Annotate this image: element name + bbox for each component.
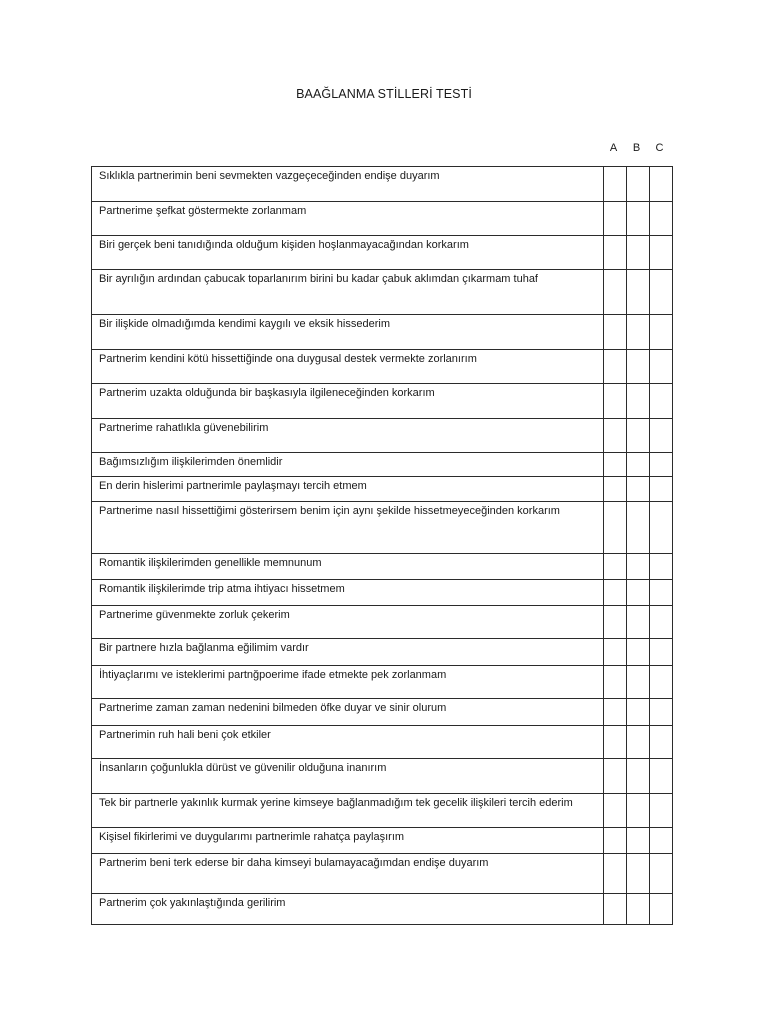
answer-box-b[interactable] (626, 854, 649, 894)
question-text: Sıklıkla partnerimin beni sevmekten vazgeçeceğinden endişe duyarım (92, 167, 604, 202)
question-text: Romantik ilişkilerimden genellikle memnunum (92, 554, 604, 580)
answer-box-c[interactable] (649, 894, 672, 925)
question-text: Tek bir partnerle yakınlık kurmak yerine kimseye bağlanmadığım tek gecelik ilişkileri tercih ederim (92, 794, 604, 828)
question-text: Partnerime rahatlıkla güvenebilirim (92, 419, 604, 453)
answer-box-c[interactable] (649, 726, 672, 759)
question-text: Bir partnere hızla bağlanma eğilimim vardır (92, 639, 604, 666)
question-text: Partnerim kendini kötü hissettiğinde ona duygusal destek vermekte zorlanırım (92, 350, 604, 384)
answer-box-b[interactable] (626, 639, 649, 666)
answer-box-b[interactable] (626, 580, 649, 606)
question-text: Partnerime zaman zaman nedenini bilmeden öfke duyar ve sinir olurum (92, 699, 604, 726)
question-text: Partnerime şefkat göstermekte zorlanmam (92, 202, 604, 236)
question-row (92, 666, 673, 699)
answer-box-b[interactable] (626, 350, 649, 384)
question-row (92, 419, 673, 453)
answer-box-c[interactable] (649, 477, 672, 502)
answer-box-c[interactable] (649, 639, 672, 666)
answer-box-a[interactable] (603, 315, 626, 350)
answer-box-a[interactable] (603, 639, 626, 666)
answer-box-a[interactable] (603, 167, 626, 202)
question-text: İnsanların çoğunlukla dürüst ve güvenilir olduğuna inanırım (92, 759, 604, 794)
question-text: Bağımsızlığım ilişkilerimden önemlidir (92, 453, 604, 477)
question-text: Partnerim beni terk ederse bir daha kimseyi bulamayacağımdan endişe duyarım (92, 854, 604, 894)
answer-box-c[interactable] (649, 236, 672, 270)
column-header-a: A (609, 142, 618, 154)
answer-box-a[interactable] (603, 419, 626, 453)
question-row (92, 236, 673, 270)
question-row (92, 759, 673, 794)
question-row (92, 606, 673, 639)
question-text: Partnerim uzakta olduğunda bir başkasıyla ilgileneceğinden korkarım (92, 384, 604, 419)
answer-box-b[interactable] (626, 384, 649, 419)
answer-box-a[interactable] (603, 726, 626, 759)
answer-box-a[interactable] (603, 554, 626, 580)
question-text: En derin hislerimi partnerimle paylaşmayı tercih etmem (92, 477, 604, 502)
answer-box-c[interactable] (649, 606, 672, 639)
question-text: Partnerime güvenmekte zorluk çekerim (92, 606, 604, 639)
answer-box-a[interactable] (603, 384, 626, 419)
answer-box-a[interactable] (603, 699, 626, 726)
column-header-b: B (632, 142, 641, 154)
answer-box-c[interactable] (649, 419, 672, 453)
question-text: Partnerim çok yakınlaştığında gerilirim (92, 894, 604, 925)
answer-box-b[interactable] (626, 666, 649, 699)
answer-box-a[interactable] (603, 894, 626, 925)
question-row (92, 854, 673, 894)
answer-box-c[interactable] (649, 270, 672, 315)
answer-box-a[interactable] (603, 477, 626, 502)
answer-box-a[interactable] (603, 759, 626, 794)
answer-box-a[interactable] (603, 502, 626, 554)
answer-box-a[interactable] (603, 350, 626, 384)
question-row (92, 554, 673, 580)
answer-box-a[interactable] (603, 202, 626, 236)
answer-box-b[interactable] (626, 419, 649, 453)
answer-box-b[interactable] (626, 167, 649, 202)
question-row (92, 726, 673, 759)
answer-box-a[interactable] (603, 236, 626, 270)
question-row (92, 167, 673, 202)
answer-box-a[interactable] (603, 666, 626, 699)
question-row (92, 639, 673, 666)
answer-box-b[interactable] (626, 502, 649, 554)
answer-box-a[interactable] (603, 854, 626, 894)
question-text: Partnerime nasıl hissettiğimi gösterirsem benim için aynı şekilde hissetmeyeceğinden korkarım (92, 502, 604, 554)
question-row (92, 699, 673, 726)
answer-box-c[interactable] (649, 453, 672, 477)
answer-box-a[interactable] (603, 606, 626, 639)
answer-box-b[interactable] (626, 236, 649, 270)
question-row (92, 350, 673, 384)
answer-box-c[interactable] (649, 502, 672, 554)
answer-box-c[interactable] (649, 828, 672, 854)
question-row (92, 270, 673, 315)
question-row (92, 202, 673, 236)
answer-box-c[interactable] (649, 666, 672, 699)
answer-box-c[interactable] (649, 350, 672, 384)
question-row (92, 502, 673, 554)
question-row (92, 794, 673, 828)
answer-box-b[interactable] (626, 828, 649, 854)
answer-box-a[interactable] (603, 794, 626, 828)
question-text: Bir ayrılığın ardından çabucak toparlanırım birini bu kadar çabuk aklımdan çıkarmam tuhaf (92, 270, 604, 315)
question-row (92, 894, 673, 925)
answer-box-c[interactable] (649, 554, 672, 580)
answer-box-c[interactable] (649, 167, 672, 202)
answer-box-c[interactable] (649, 384, 672, 419)
question-row (92, 453, 673, 477)
answer-box-c[interactable] (649, 315, 672, 350)
answer-box-b[interactable] (626, 759, 649, 794)
answer-box-b[interactable] (626, 606, 649, 639)
answer-box-b[interactable] (626, 554, 649, 580)
column-header-c: C (655, 142, 664, 154)
question-table (91, 166, 673, 925)
answer-box-b[interactable] (626, 202, 649, 236)
answer-box-b[interactable] (626, 477, 649, 502)
answer-box-c[interactable] (649, 580, 672, 606)
answer-box-b[interactable] (626, 794, 649, 828)
question-text: Biri gerçek beni tanıdığında olduğum kişiden hoşlanmayacağından korkarım (92, 236, 604, 270)
answer-box-b[interactable] (626, 270, 649, 315)
answer-box-c[interactable] (649, 699, 672, 726)
answer-column-headers (602, 142, 672, 156)
answer-box-c[interactable] (649, 759, 672, 794)
question-text: Kişisel fikirlerimi ve duygularımı partnerimle rahatça paylaşırım (92, 828, 604, 854)
answer-box-b[interactable] (626, 699, 649, 726)
question-text: Bir ilişkide olmadığımda kendimi kaygılı ve eksik hissederim (92, 315, 604, 350)
answer-box-b[interactable] (626, 894, 649, 925)
question-text: Romantik ilişkilerimde trip atma ihtiyacı hissetmem (92, 580, 604, 606)
question-row (92, 828, 673, 854)
answer-box-a[interactable] (603, 270, 626, 315)
answer-box-b[interactable] (626, 315, 649, 350)
answer-box-b[interactable] (626, 453, 649, 477)
answer-box-c[interactable] (649, 794, 672, 828)
question-text: İhtiyaçlarımı ve isteklerimi partnğpoerime ifade etmekte pek zorlanmam (92, 666, 604, 699)
answer-box-b[interactable] (626, 726, 649, 759)
answer-box-a[interactable] (603, 453, 626, 477)
question-text: Partnerimin ruh hali beni çok etkiler (92, 726, 604, 759)
question-row (92, 315, 673, 350)
answer-box-c[interactable] (649, 202, 672, 236)
answer-box-a[interactable] (603, 828, 626, 854)
question-row (92, 580, 673, 606)
answer-box-c[interactable] (649, 854, 672, 894)
answer-box-a[interactable] (603, 580, 626, 606)
question-row (92, 384, 673, 419)
question-row (92, 477, 673, 502)
page-title: BAAĞLANMA STİLLERİ TESTİ (296, 87, 472, 101)
